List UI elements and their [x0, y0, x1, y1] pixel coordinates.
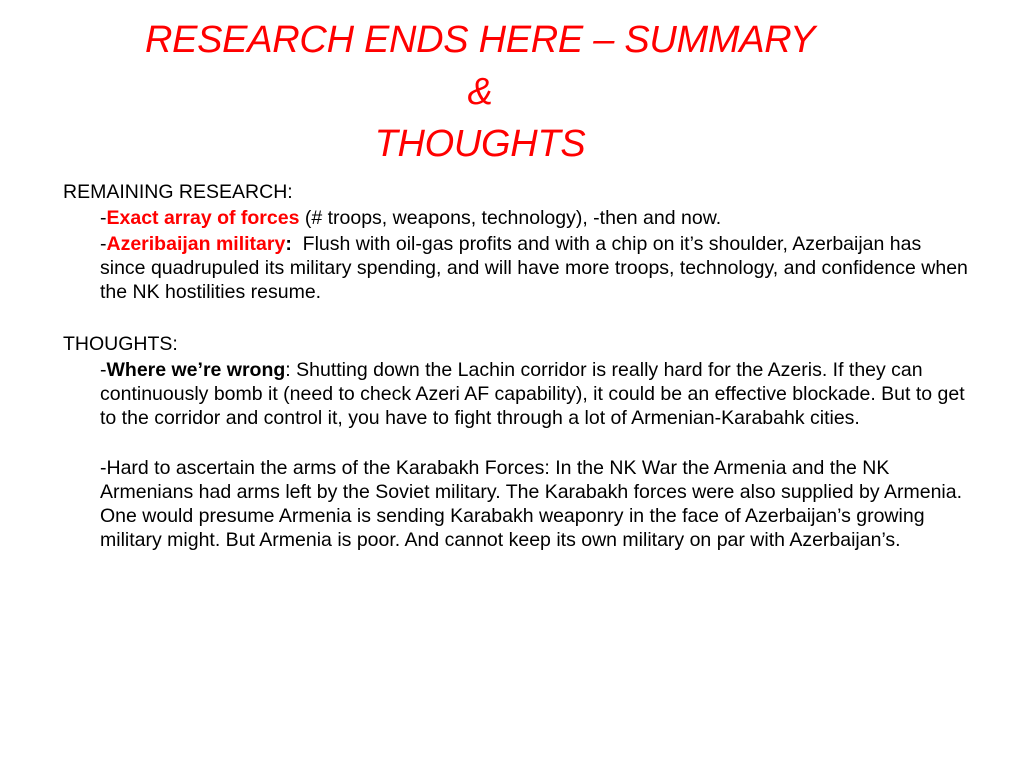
remaining-item-azerbaijan-colon: : [285, 233, 292, 255]
remaining-item-azerbaijan-emphasis: Azeribaijan military [106, 233, 286, 255]
thoughts-item-wrong-emphasis: Where we’re wrong [106, 359, 286, 381]
remaining-research-heading: REMAINING RESEARCH: [63, 181, 293, 203]
slide-body [63, 180, 974, 552]
thoughts-item-wrong-text: : Shutting down the Lachin corridor is really hard for the Azeris. If they can continuously bomb it (need to check Azeri AF capability), it could be an effective blockade. But to get to the corridor and control it, you have to fight through a lot of Armenian-Karabahk cities. [100, 359, 965, 429]
paragraph-spacer [63, 430, 968, 454]
remaining-item-forces [63, 206, 968, 230]
thoughts-item-wrong [63, 358, 968, 430]
remaining-research-section [63, 180, 974, 304]
thoughts-item-wrong-dash: - [100, 359, 107, 381]
remaining-item-azerbaijan-text: Flush with oil-gas profits and with a chip on it’s shoulder, Azerbaijan has since quadrupuled its military spending, and will have more troops, technology, and confidence when the NK hostilities resume. [100, 233, 974, 303]
slide-title [130, 14, 830, 170]
remaining-item-forces-emphasis: Exact array of forces [106, 207, 300, 229]
thoughts-item-arms-text: -Hard to ascertain the arms of the Karabakh Forces: In the NK War the Armenia and the NK Armenians had arms left by the Soviet military. The Karabakh forces were also supplied by Armenia. One would presume Armenia is sending Karabakh weaponry in the face of Azerbaijan’s growing military might. But Armenia is poor. And cannot keep its own military on par with Azerbaijan’s. [100, 457, 963, 551]
thoughts-heading: THOUGHTS: [63, 333, 178, 355]
section-spacer [63, 304, 968, 332]
thoughts-section [63, 332, 968, 552]
slide-title-line-1: RESEARCH ENDS HERE – SUMMARY & [144, 19, 816, 113]
remaining-item-forces-text: (# troops, weapons, technology), -then and now. [299, 207, 722, 229]
slide-title-line-2: THOUGHTS [374, 123, 586, 165]
remaining-item-azerbaijan [63, 232, 974, 304]
remaining-item-azerbaijan-dash: - [100, 233, 107, 255]
remaining-item-forces-dash: - [100, 207, 107, 229]
thoughts-item-arms [63, 456, 968, 552]
